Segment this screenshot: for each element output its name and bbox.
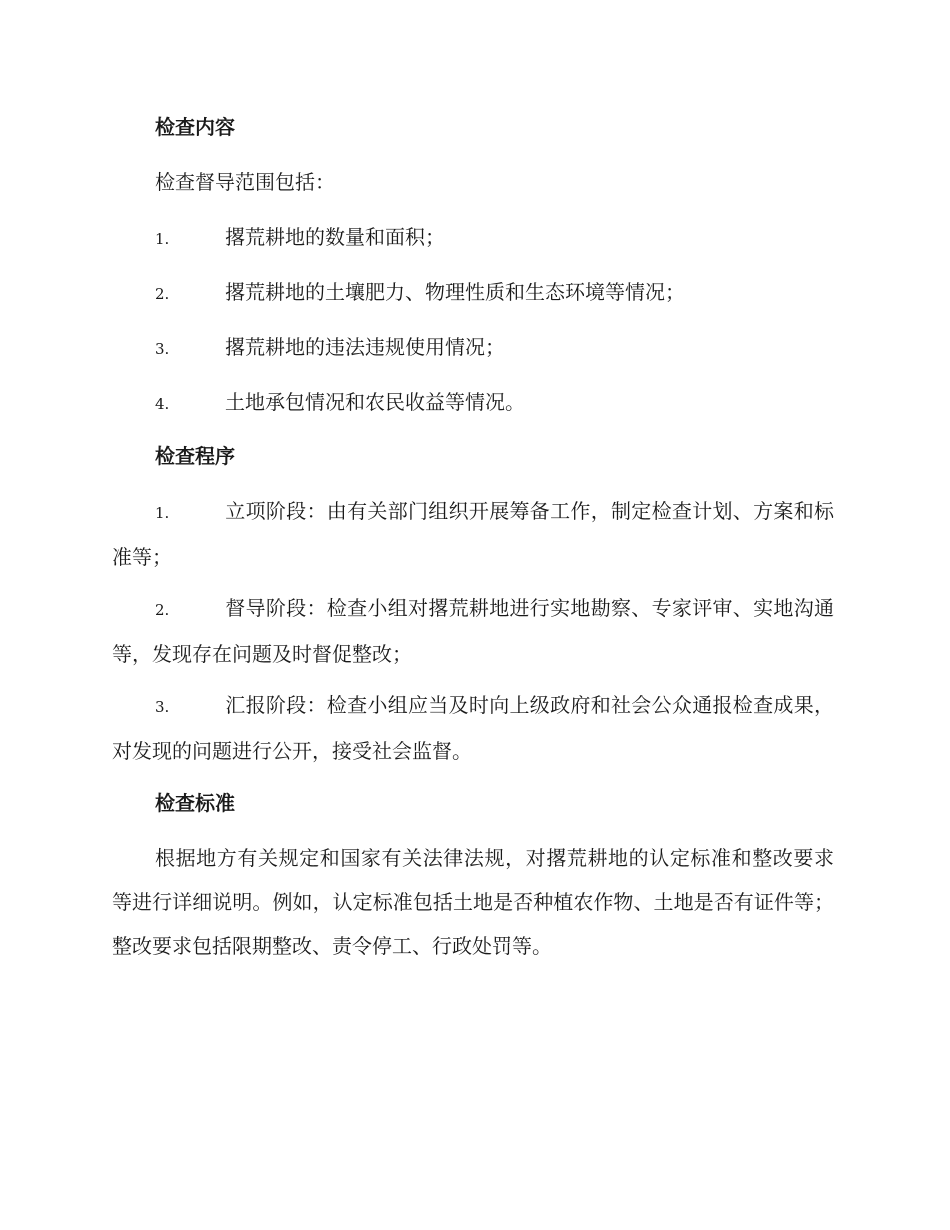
list-item-text: 撂荒耕地的违法违规使用情况； — [225, 335, 505, 359]
list-item-number: 4. — [155, 395, 170, 413]
list-item-number: 2. — [155, 601, 170, 619]
list-item-text: 督导阶段：检查小组对撂荒耕地进行实地勘察、专家评审、实地沟通等，发现存在问题及时督促整改； — [112, 596, 834, 666]
list-item-number: 1. — [155, 504, 170, 522]
section-heading-content: 检查内容 — [155, 115, 235, 139]
list-item — [112, 215, 834, 261]
list-item — [112, 380, 834, 426]
list-item — [112, 683, 834, 773]
list-item — [112, 489, 834, 579]
list-item-text: 土地承包情况和农民收益等情况。 — [225, 390, 525, 414]
list-item-text: 立项阶段：由有关部门组织开展筹备工作，制定检查计划、方案和标准等； — [112, 499, 834, 569]
list-item — [112, 586, 834, 676]
list-item-number: 2. — [155, 285, 170, 303]
section-heading-procedure: 检查程序 — [155, 444, 235, 468]
list-item — [112, 270, 834, 316]
section-body: 根据地方有关规定和国家有关法律法规，对撂荒耕地的认定标准和整改要求等进行详细说明。例如，认定标准包括土地是否种植农作物、土地是否有证件等；整改要求包括限期整改、责令停工、行政处罚等。 — [112, 846, 834, 958]
section-intro: 检查督导范围包括： — [155, 170, 335, 194]
list-item-number: 3. — [155, 340, 170, 358]
list-item-number: 3. — [155, 698, 170, 716]
list-item-text: 撂荒耕地的土壤肥力、物理性质和生态环境等情况； — [225, 280, 685, 304]
list-item-text: 汇报阶段：检查小组应当及时向上级政府和社会公众通报检查成果，对发现的问题进行公开，接受社会监督。 — [112, 693, 834, 763]
list-item-number: 1. — [155, 230, 170, 248]
list-item-text: 撂荒耕地的数量和面积； — [225, 225, 445, 249]
list-item — [112, 325, 834, 371]
section-heading-standard: 检查标准 — [155, 791, 235, 815]
